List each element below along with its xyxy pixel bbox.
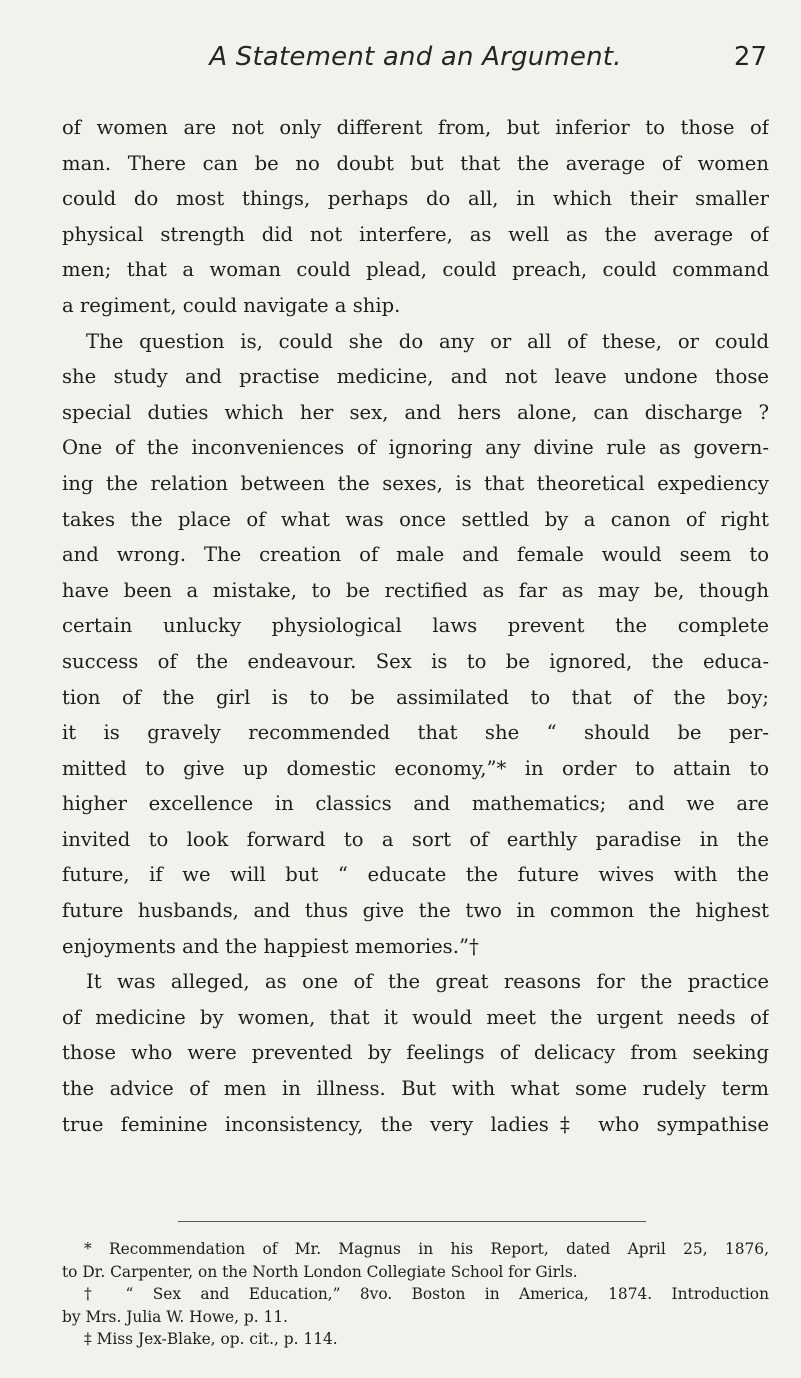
body-text <box>62 110 769 1142</box>
text-line: future husbands, and thus give the two in common the highest <box>62 899 769 923</box>
text-line: the advice of men in illness. But with what some rudely term <box>62 1077 769 1101</box>
text-line: those who were prevented by feelings of delicacy from seeking <box>62 1041 769 1065</box>
text-line: and wrong. The creation of male and female would seem to <box>62 543 769 567</box>
text-line: certain unlucky physiological laws prevent the complete <box>62 614 769 638</box>
footnote-line: † “ Sex and Education,” 8vo. Boston in America, 1874. Introduction <box>84 1285 769 1303</box>
running-title: A Statement and an Argument. <box>209 42 622 72</box>
text-line: mitted to give up domestic economy,”* in order to attain to <box>62 756 769 780</box>
text-line: It was alleged, as one of the great reasons for the practice <box>86 970 769 994</box>
text-line: physical strength did not interfere, as well as the average of <box>62 222 769 246</box>
text-line: of women are not only different from, but inferior to those of <box>62 116 769 139</box>
text-line: true feminine inconsistency, the very ladies‡ who sympathise <box>62 1112 769 1136</box>
text-line: higher excellence in classics and mathematics; and we are <box>62 792 769 816</box>
footnote-line: to Dr. Carpenter, on the North London Collegiate School for Girls. <box>62 1262 578 1281</box>
text-line: takes the place of what was once settled by a canon of right <box>62 507 769 531</box>
footnote-line: by Mrs. Julia W. Howe, p. 11. <box>62 1307 289 1326</box>
text-line: tion of the girl is to be assimilated to that of the boy; <box>62 685 769 709</box>
text-line: she study and practise medicine, and not leave undone those <box>62 365 769 389</box>
text-line: ing the relation between the sexes, is that theoretical expediency <box>62 471 769 495</box>
footnote-divider <box>178 1221 646 1222</box>
text-line: it is gravely recommended that she “ should be per- <box>62 721 769 745</box>
text-line: One of the inconveniences of ignoring any divine rule as govern- <box>62 436 769 460</box>
text-line: special duties which her sex, and hers alone, can discharge ? <box>62 400 769 424</box>
running-head <box>62 42 769 82</box>
text-line: could do most things, perhaps do all, in which their smaller <box>62 187 769 211</box>
text-line: invited to look forward to a sort of earthly paradise in the <box>62 827 769 851</box>
text-line: enjoyments and the happiest memories.”† <box>62 934 479 958</box>
footnotes <box>62 1238 769 1351</box>
text-line: success of the endeavour. Sex is to be ignored, the educa- <box>62 649 769 673</box>
text-line: The question is, could she do any or all of these, or could <box>86 329 769 353</box>
text-line: have been a mistake, to be rectified as far as may be, though <box>62 578 769 602</box>
text-line: future, if we will but “ educate the future wives with the <box>62 863 769 887</box>
text-line: man. There can be no doubt but that the average of women <box>62 151 769 175</box>
text-line: a regiment, could navigate a ship. <box>62 293 401 317</box>
text-line: men; that a woman could plead, could preach, could command <box>62 258 769 282</box>
page-number: 27 <box>733 42 767 72</box>
footnote-line: * Recommendation of Mr. Magnus in his Report, dated April 25, 1876, <box>84 1240 769 1258</box>
footnote-line: ‡ Miss Jex-Blake, op. cit., p. 114. <box>84 1330 338 1348</box>
text-line: of medicine by women, that it would meet the urgent needs of <box>62 1005 769 1029</box>
